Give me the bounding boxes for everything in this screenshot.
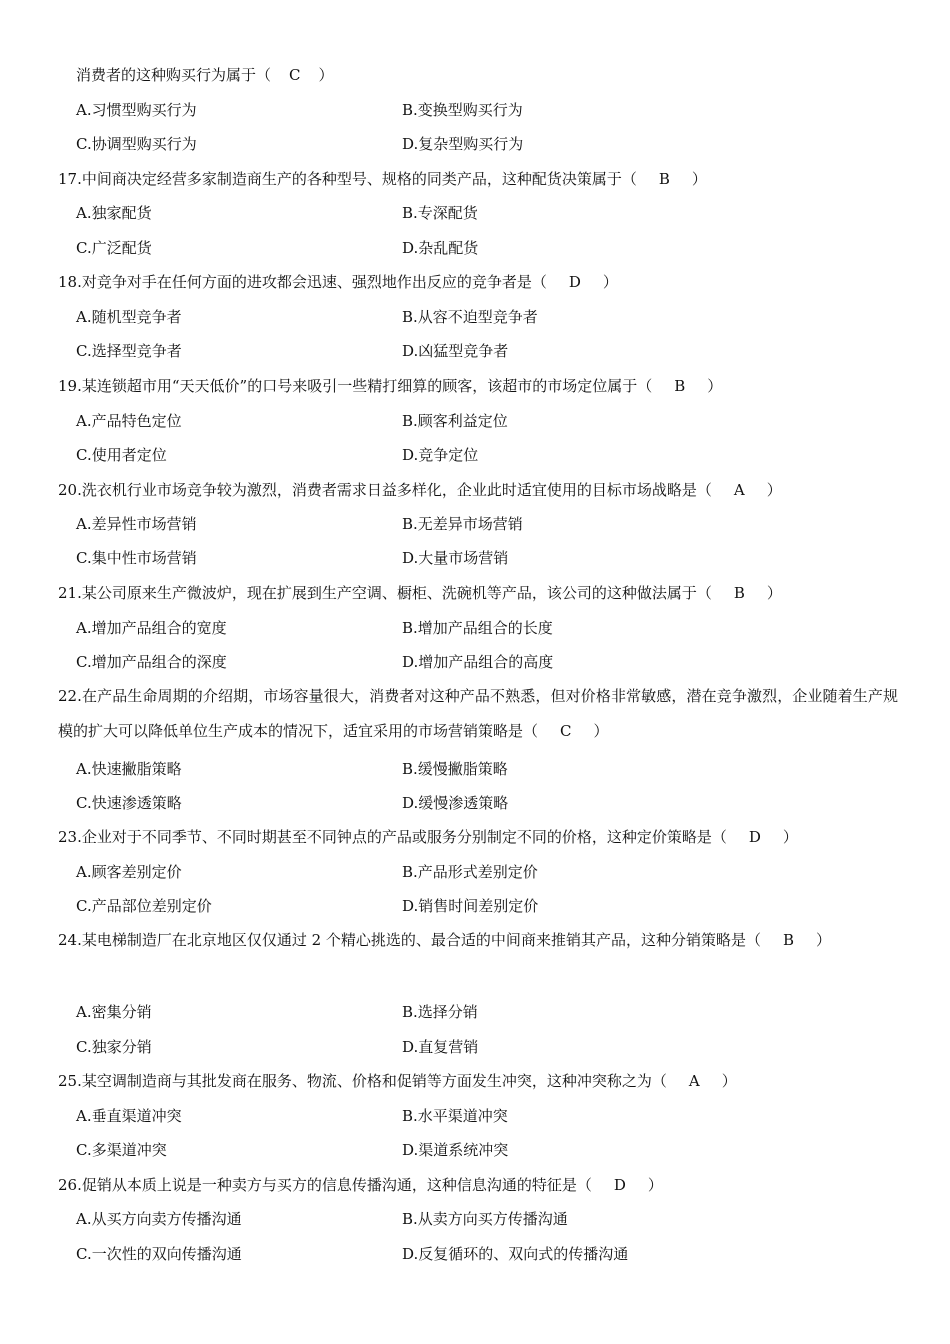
stem-text: 17.中间商决定经营多家制造商生产的各种型号、规格的同类产品，这种配货决策属于（ bbox=[58, 170, 637, 188]
stem-close: ） bbox=[766, 481, 782, 499]
option-d: D.反复循环的、双向式的传播沟通 bbox=[402, 1245, 629, 1263]
option-d: D.直复营销 bbox=[402, 1038, 479, 1056]
option-b: B.顾客利益定位 bbox=[402, 412, 508, 430]
option-c: C.产品部位差别定价 bbox=[76, 897, 212, 915]
answer-letter: B bbox=[733, 584, 745, 602]
option-a: A.差异性市场营销 bbox=[76, 515, 197, 533]
option-a: A.垂直渠道冲突 bbox=[76, 1107, 182, 1125]
option-b: B.增加产品组合的长度 bbox=[402, 619, 553, 637]
option-c: C.协调型购买行为 bbox=[76, 135, 197, 153]
option-a: A.快速撇脂策略 bbox=[76, 760, 182, 778]
option-a: A.随机型竞争者 bbox=[76, 308, 182, 326]
option-d: D.增加产品组合的高度 bbox=[402, 653, 554, 671]
stem-text: 23.企业对于不同季节、不同时期甚至不同钟点的产品或服务分别制定不同的价格，这种定价策略是（ bbox=[58, 828, 727, 846]
stem-close: ） bbox=[707, 377, 723, 395]
option-c: C.选择型竞争者 bbox=[76, 342, 182, 360]
option-d: D.渠道系统冲突 bbox=[402, 1141, 509, 1159]
option-d: D.大量市场营销 bbox=[402, 549, 509, 567]
stem-text: 19.某连锁超市用“天天低价”的口号来吸引一些精打细算的顾客，该超市的市场定位属于（ bbox=[58, 377, 653, 395]
question-stem bbox=[58, 679, 898, 749]
option-b: B.缓慢撇脂策略 bbox=[402, 760, 508, 778]
option-a: A.独家配货 bbox=[76, 204, 152, 222]
question-stem bbox=[58, 272, 618, 292]
option-b: B.从容不迫型竞争者 bbox=[402, 308, 538, 326]
stem-close: ） bbox=[647, 1176, 663, 1194]
stem-close: ） bbox=[318, 66, 334, 84]
question-stem bbox=[58, 827, 798, 847]
answer-letter: B bbox=[658, 170, 670, 188]
question-stem bbox=[58, 923, 898, 958]
question-stem bbox=[58, 169, 707, 189]
option-c: C.快速渗透策略 bbox=[76, 794, 182, 812]
option-c: C.多渠道冲突 bbox=[76, 1141, 167, 1159]
question-stem bbox=[58, 480, 782, 500]
answer-letter: D bbox=[613, 1176, 626, 1194]
option-b: B.选择分销 bbox=[402, 1003, 478, 1021]
question-stem bbox=[58, 376, 722, 396]
option-a: A.从买方向卖方传播沟通 bbox=[76, 1210, 242, 1228]
option-b: B.无差异市场营销 bbox=[402, 515, 523, 533]
option-d: D.销售时间差别定价 bbox=[402, 897, 539, 915]
option-b: B.产品形式差别定价 bbox=[402, 863, 538, 881]
stem-text: 消费者的这种购买行为属于（ bbox=[76, 66, 272, 84]
stem-text: 20.洗衣机行业市场竞争较为激烈，消费者需求日益多样化，企业此时适宜使用的目标市场战略是（ bbox=[58, 481, 712, 499]
option-c: C.独家分销 bbox=[76, 1038, 152, 1056]
answer-letter: D bbox=[568, 273, 581, 291]
stem-close: ） bbox=[782, 828, 798, 846]
answer-letter: D bbox=[748, 828, 761, 846]
option-c: C.增加产品组合的深度 bbox=[76, 653, 227, 671]
stem-close: ） bbox=[721, 1072, 737, 1090]
option-d: D.杂乱配货 bbox=[402, 239, 479, 257]
question-stem bbox=[58, 1071, 737, 1091]
answer-letter: B bbox=[674, 377, 686, 395]
option-a: A.密集分销 bbox=[76, 1003, 152, 1021]
option-c: C.使用者定位 bbox=[76, 446, 167, 464]
option-a: A.顾客差别定价 bbox=[76, 863, 182, 881]
stem-close: ） bbox=[691, 170, 707, 188]
answer-letter: A bbox=[733, 481, 745, 499]
option-a: A.产品特色定位 bbox=[76, 412, 182, 430]
answer-letter: A bbox=[688, 1072, 700, 1090]
option-d: D.凶猛型竞争者 bbox=[402, 342, 509, 360]
option-b: B.变换型购买行为 bbox=[402, 101, 523, 119]
option-c: C.广泛配货 bbox=[76, 239, 152, 257]
answer-letter: B bbox=[782, 931, 794, 949]
stem-text: 26.促销从本质上说是一种卖方与买方的信息传播沟通，这种信息沟通的特征是（ bbox=[58, 1176, 592, 1194]
option-b: B.专深配货 bbox=[402, 204, 478, 222]
stem-text: 25.某空调制造商与其批发商在服务、物流、价格和促销等方面发生冲突，这种冲突称之为（ bbox=[58, 1072, 667, 1090]
stem-close: ） bbox=[815, 931, 831, 949]
option-d: D.缓慢渗透策略 bbox=[402, 794, 509, 812]
option-a: A.增加产品组合的宽度 bbox=[76, 619, 227, 637]
stem-text: 24.某电梯制造厂在北京地区仅仅通过 2 个精心挑选的、最合适的中间商来推销其产品，这种分销策略是（ bbox=[58, 931, 761, 949]
option-d: D.竞争定位 bbox=[402, 446, 479, 464]
answer-letter: C bbox=[289, 66, 301, 84]
answer-letter: C bbox=[560, 722, 572, 740]
option-b: B.水平渠道冲突 bbox=[402, 1107, 508, 1125]
stem-text: 18.对竞争对手在任何方面的进攻都会迅速、强烈地作出反应的竞争者是（ bbox=[58, 273, 547, 291]
stem-text: 21.某公司原来生产微波炉，现在扩展到生产空调、橱柜、洗碗机等产品，该公司的这种做法属于（ bbox=[58, 584, 712, 602]
question-stem bbox=[58, 583, 782, 603]
question-stem bbox=[58, 1175, 663, 1195]
option-a: A.习惯型购买行为 bbox=[76, 101, 197, 119]
stem-close: ） bbox=[602, 273, 618, 291]
option-b: B.从卖方向买方传播沟通 bbox=[402, 1210, 568, 1228]
question-16-stem-tail bbox=[76, 65, 334, 85]
option-c: C.集中性市场营销 bbox=[76, 549, 197, 567]
stem-text: 22.在产品生命周期的介绍期，市场容量很大，消费者对这种产品不熟悉，但对价格非常敏感，潜在竞争激烈，企业随着生产规模的扩大可以降低单位生产成本的情况下，适宜采用的市场营销策略是（ bbox=[58, 687, 898, 740]
stem-close: ） bbox=[766, 584, 782, 602]
stem-close: ） bbox=[593, 722, 609, 740]
option-d: D.复杂型购买行为 bbox=[402, 135, 524, 153]
option-c: C.一次性的双向传播沟通 bbox=[76, 1245, 242, 1263]
